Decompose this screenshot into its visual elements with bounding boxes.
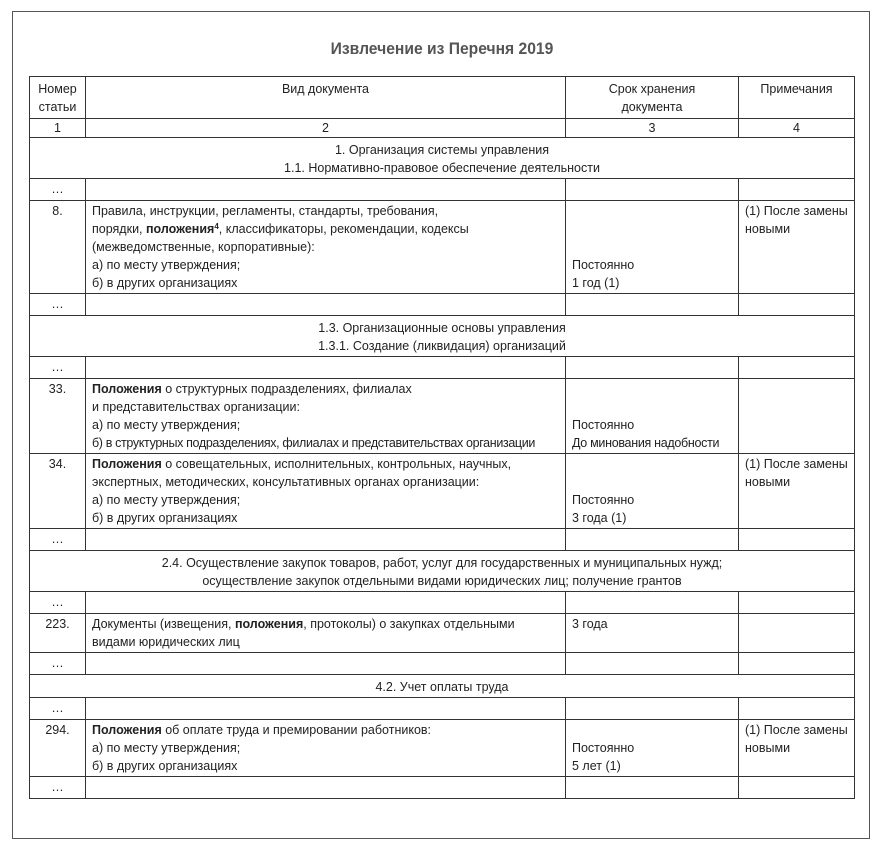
retention-term: Постоянно 5 лет (1) <box>566 720 739 777</box>
article-number: 33. <box>30 379 86 454</box>
header-retention: Срок хранения документа <box>566 77 739 119</box>
ellipsis: … <box>30 777 86 799</box>
ellipsis-row <box>30 777 855 799</box>
note <box>739 614 855 653</box>
ellipsis-row <box>30 294 855 316</box>
section-heading: 1.3. Организационные основы управления 1.3.1. Создание (ликвидация) организаций <box>30 316 855 357</box>
table-row <box>30 614 855 653</box>
document-type: Положения о структурных подразделениях, филиалах и представительствах организации: а) по месту утверждения; б) в структурных подразделениях, филиалах и представительствах организации <box>86 379 566 454</box>
column-number: 4 <box>739 119 855 138</box>
document-type: Правила, инструкции, регламенты, стандарты, требования, порядки, положения$^4$, классификаторы, рекомендации, кодексы (межведомственные, корпоративные): а) по месту утверждения; б) в других организациях <box>86 201 566 294</box>
section-row <box>30 316 855 357</box>
article-number: 34. <box>30 454 86 529</box>
article-number: 223. <box>30 614 86 653</box>
document-type: Положения об оплате труда и премировании работников: а) по месту утверждения; б) в других организациях <box>86 720 566 777</box>
column-number: 2 <box>86 119 566 138</box>
ellipsis-row <box>30 698 855 720</box>
note: (1) После замены новыми <box>739 201 855 294</box>
ellipsis-row <box>30 653 855 675</box>
ellipsis: … <box>30 294 86 316</box>
document-title: Извлечение из Перечня 2019 <box>330 39 554 58</box>
table-row <box>30 454 855 529</box>
table-row <box>30 379 855 454</box>
retention-table <box>29 76 855 799</box>
article-number: 8. <box>30 201 86 294</box>
note: (1) После замены новыми <box>739 720 855 777</box>
document-type: Положения о совещательных, исполнительных, контрольных, научных, экспертных, методических, консультативных органах организации: а) по месту утверждения; б) в других организациях <box>86 454 566 529</box>
header-doc-type: Вид документа <box>86 77 566 119</box>
column-number: 1 <box>30 119 86 138</box>
ellipsis: … <box>30 529 86 551</box>
ellipsis: … <box>30 357 86 379</box>
ellipsis-row <box>30 179 855 201</box>
ellipsis-row <box>30 529 855 551</box>
column-number: 3 <box>566 119 739 138</box>
document-frame <box>12 11 870 839</box>
retention-term: Постоянно До минования надобности <box>566 379 739 454</box>
ellipsis: … <box>30 179 86 201</box>
section-heading: 2.4. Осуществление закупок товаров, работ, услуг для государственных и муниципальных нужд; осуществление закупок отдельными видами юридических лиц; получение грантов <box>30 551 855 592</box>
ellipsis: … <box>30 698 86 720</box>
section-heading: 1. Организация системы управления 1.1. Нормативно-правовое обеспечение деятельности <box>30 138 855 179</box>
ellipsis-row <box>30 357 855 379</box>
section-row <box>30 551 855 592</box>
section-row <box>30 675 855 698</box>
ellipsis: … <box>30 653 86 675</box>
ellipsis-row <box>30 592 855 614</box>
retention-term: 3 года <box>566 614 739 653</box>
note <box>739 379 855 454</box>
section-row <box>30 138 855 179</box>
ellipsis: … <box>30 592 86 614</box>
article-number: 294. <box>30 720 86 777</box>
column-number-row <box>30 119 855 138</box>
table-row <box>30 720 855 777</box>
table-row <box>30 201 855 294</box>
header-notes: Примечания <box>739 77 855 119</box>
header-number: Номер статьи <box>30 77 86 119</box>
header-row <box>30 77 855 119</box>
retention-term: Постоянно 3 года (1) <box>566 454 739 529</box>
document-type: Документы (извещения, положения, протоколы) о закупках отдельными видами юридических лиц <box>86 614 566 653</box>
section-heading: 4.2. Учет оплаты труда <box>30 675 855 698</box>
retention-term: Постоянно 1 год (1) <box>566 201 739 294</box>
note: (1) После замены новыми <box>739 454 855 529</box>
